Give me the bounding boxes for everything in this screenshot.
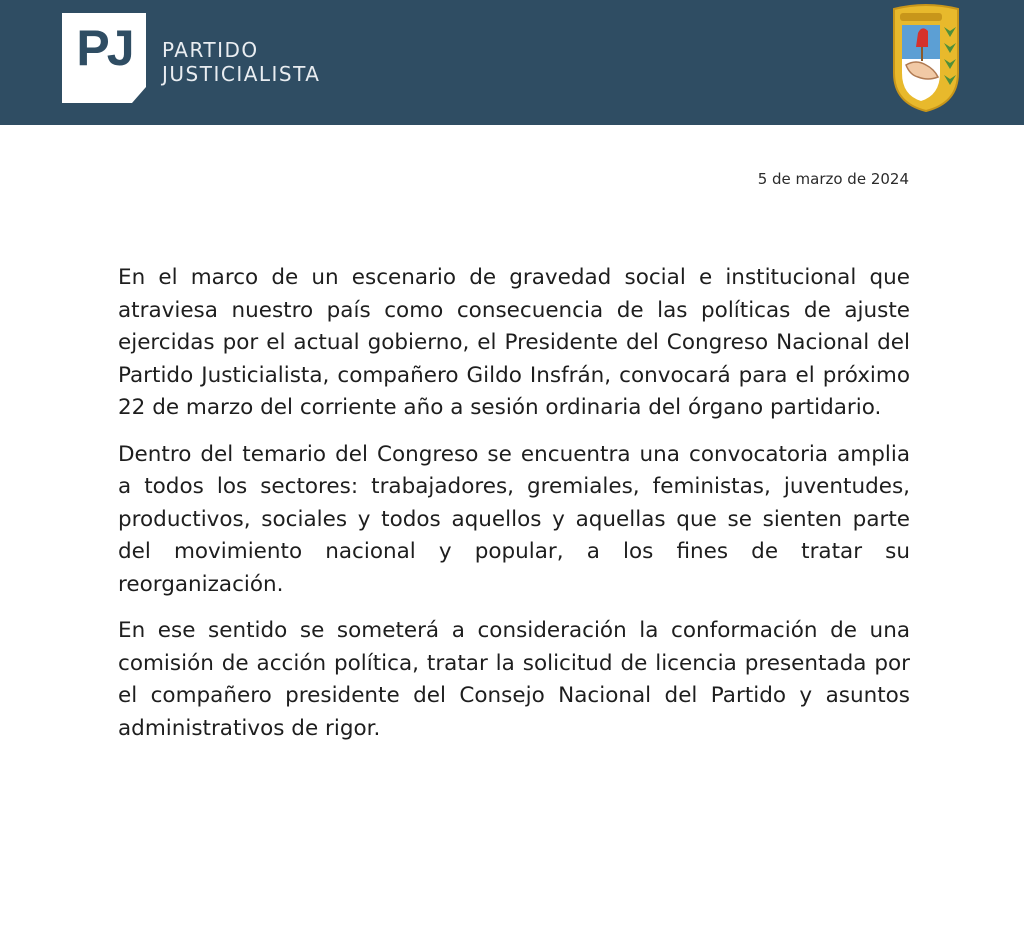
- paragraph-3: En ese sentido se someterá a consideración la conformación de una comisión de acción política, tratar la solicitud de licencia presentada por el compañero presidente del Consejo Nacional del Partido y asuntos administrativos de rigor.: [118, 618, 910, 741]
- paragraph-2: Dentro del temario del Congreso se encuentra una convocatoria amplia a todos los sectores: trabajadores, gremiales, feministas, juventudes, productivos, sociales y todos aquellos y aquellas que se sienten parte del movimiento nacional y popular, a los fines de tratar su reorganización.: [118, 441, 910, 597]
- party-name-line2: JUSTICIALISTA: [162, 62, 321, 86]
- paragraph-1: En el marco de un escenario de gravedad social e institucional que atraviesa nuestro país como consecuencia de las políticas de ajuste ejercidas por el actual gobierno, el Presidente del Congreso Nacional del Partido Justicialista, compañero Gildo Insfrán, convocará para el próximo 22 de marzo del corriente año a sesión ordinaria del órgano partidario.: [118, 265, 910, 420]
- pj-logo-text: PJ: [76, 20, 132, 76]
- document-date: 5 de marzo de 2024: [757, 170, 909, 188]
- header-bar: [0, 0, 1024, 125]
- party-name-line1: PARTIDO: [162, 38, 259, 62]
- pj-shield-emblem-icon: [888, 3, 964, 113]
- document-body: [118, 262, 910, 759]
- party-name: [162, 38, 320, 86]
